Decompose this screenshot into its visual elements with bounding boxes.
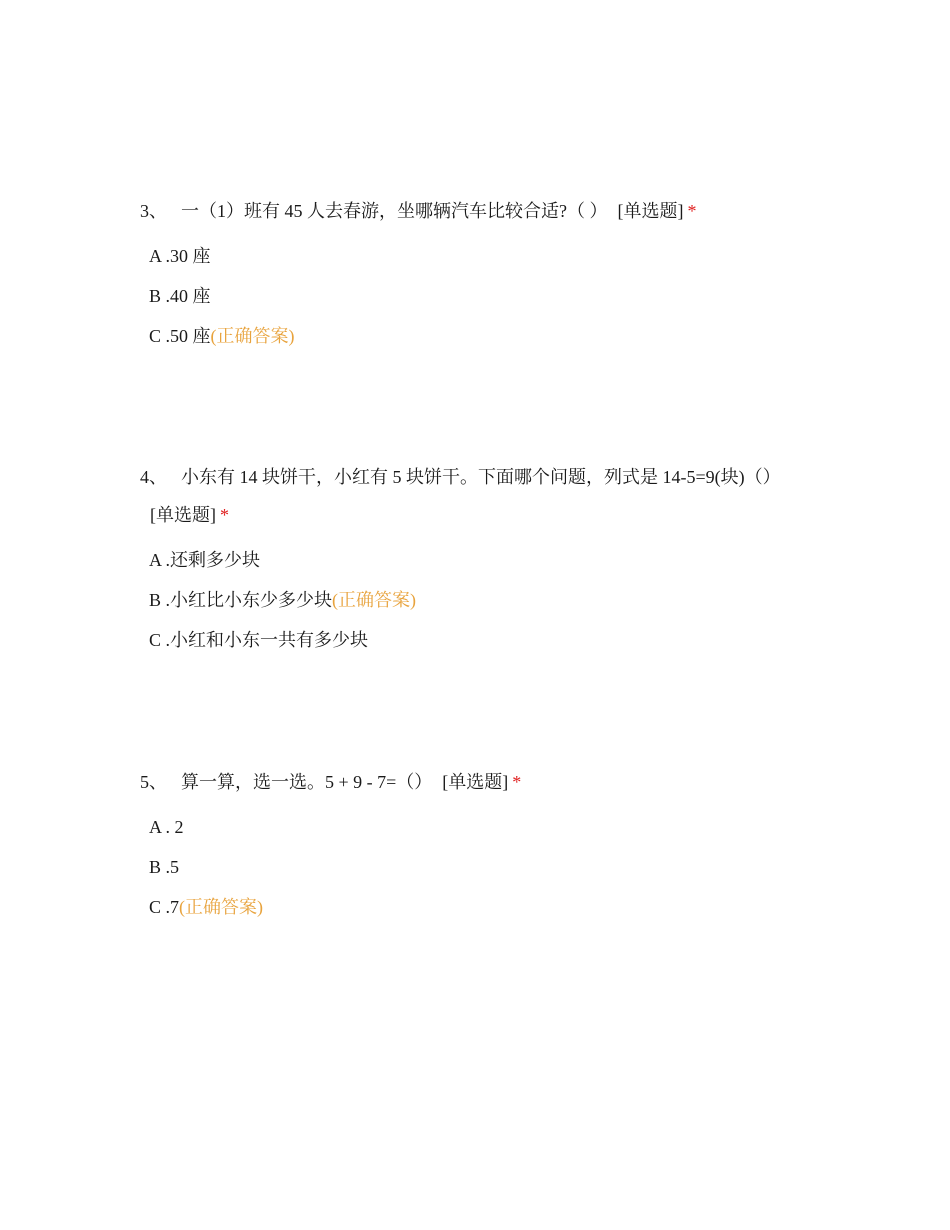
option-label: C .7 (149, 897, 180, 917)
question-number: 4、 (140, 467, 167, 487)
option-label: C .50 座 (149, 326, 211, 346)
option-c[interactable] (149, 316, 800, 356)
correct-answer-mark: (正确答案) (332, 590, 417, 610)
correct-answer-mark: (正确答案) (179, 897, 264, 917)
option-c[interactable] (149, 620, 800, 660)
question-5 (140, 763, 800, 927)
option-b[interactable] (149, 580, 800, 620)
option-a[interactable] (149, 807, 800, 847)
option-label: A .30 座 (149, 246, 211, 266)
required-marker: * (687, 201, 697, 221)
option-a[interactable] (149, 540, 800, 580)
question-text: 一（1）班有 45 人去春游，坐哪辆汽车比较合适?（ ） (181, 201, 608, 221)
question-stem (140, 763, 800, 801)
option-c[interactable] (149, 887, 800, 927)
question-number: 3、 (140, 201, 167, 221)
question-text: 算一算，选一选。5 + 9 - 7=（） (181, 772, 433, 792)
option-a[interactable] (149, 236, 800, 276)
question-type: [单选题] (617, 201, 684, 221)
option-label: B .小红比小东少多少块 (149, 590, 333, 610)
question-stem (140, 458, 800, 534)
option-label: B .40 座 (149, 286, 211, 306)
required-marker: * (220, 505, 229, 525)
required-marker: * (512, 772, 522, 792)
question-stem (140, 192, 800, 230)
question-type: [单选题] (150, 505, 216, 525)
option-label: A .还剩多少块 (149, 550, 261, 570)
question-text: 小东有 14 块饼干，小红有 5 块饼干。下面哪个问题，列式是 14-5=9(块)（） (181, 467, 781, 487)
option-list (140, 807, 800, 927)
correct-answer-mark: (正确答案) (210, 326, 295, 346)
option-b[interactable] (149, 847, 800, 887)
option-list (140, 540, 800, 660)
question-type: [单选题] (442, 772, 509, 792)
option-label: A . 2 (149, 817, 184, 837)
question-3 (140, 192, 800, 356)
option-b[interactable] (149, 276, 800, 316)
question-4 (140, 458, 800, 660)
option-label: B .5 (149, 857, 180, 877)
option-list (140, 236, 800, 356)
option-label: C .小红和小东一共有多少块 (149, 630, 369, 650)
question-number: 5、 (140, 772, 167, 792)
